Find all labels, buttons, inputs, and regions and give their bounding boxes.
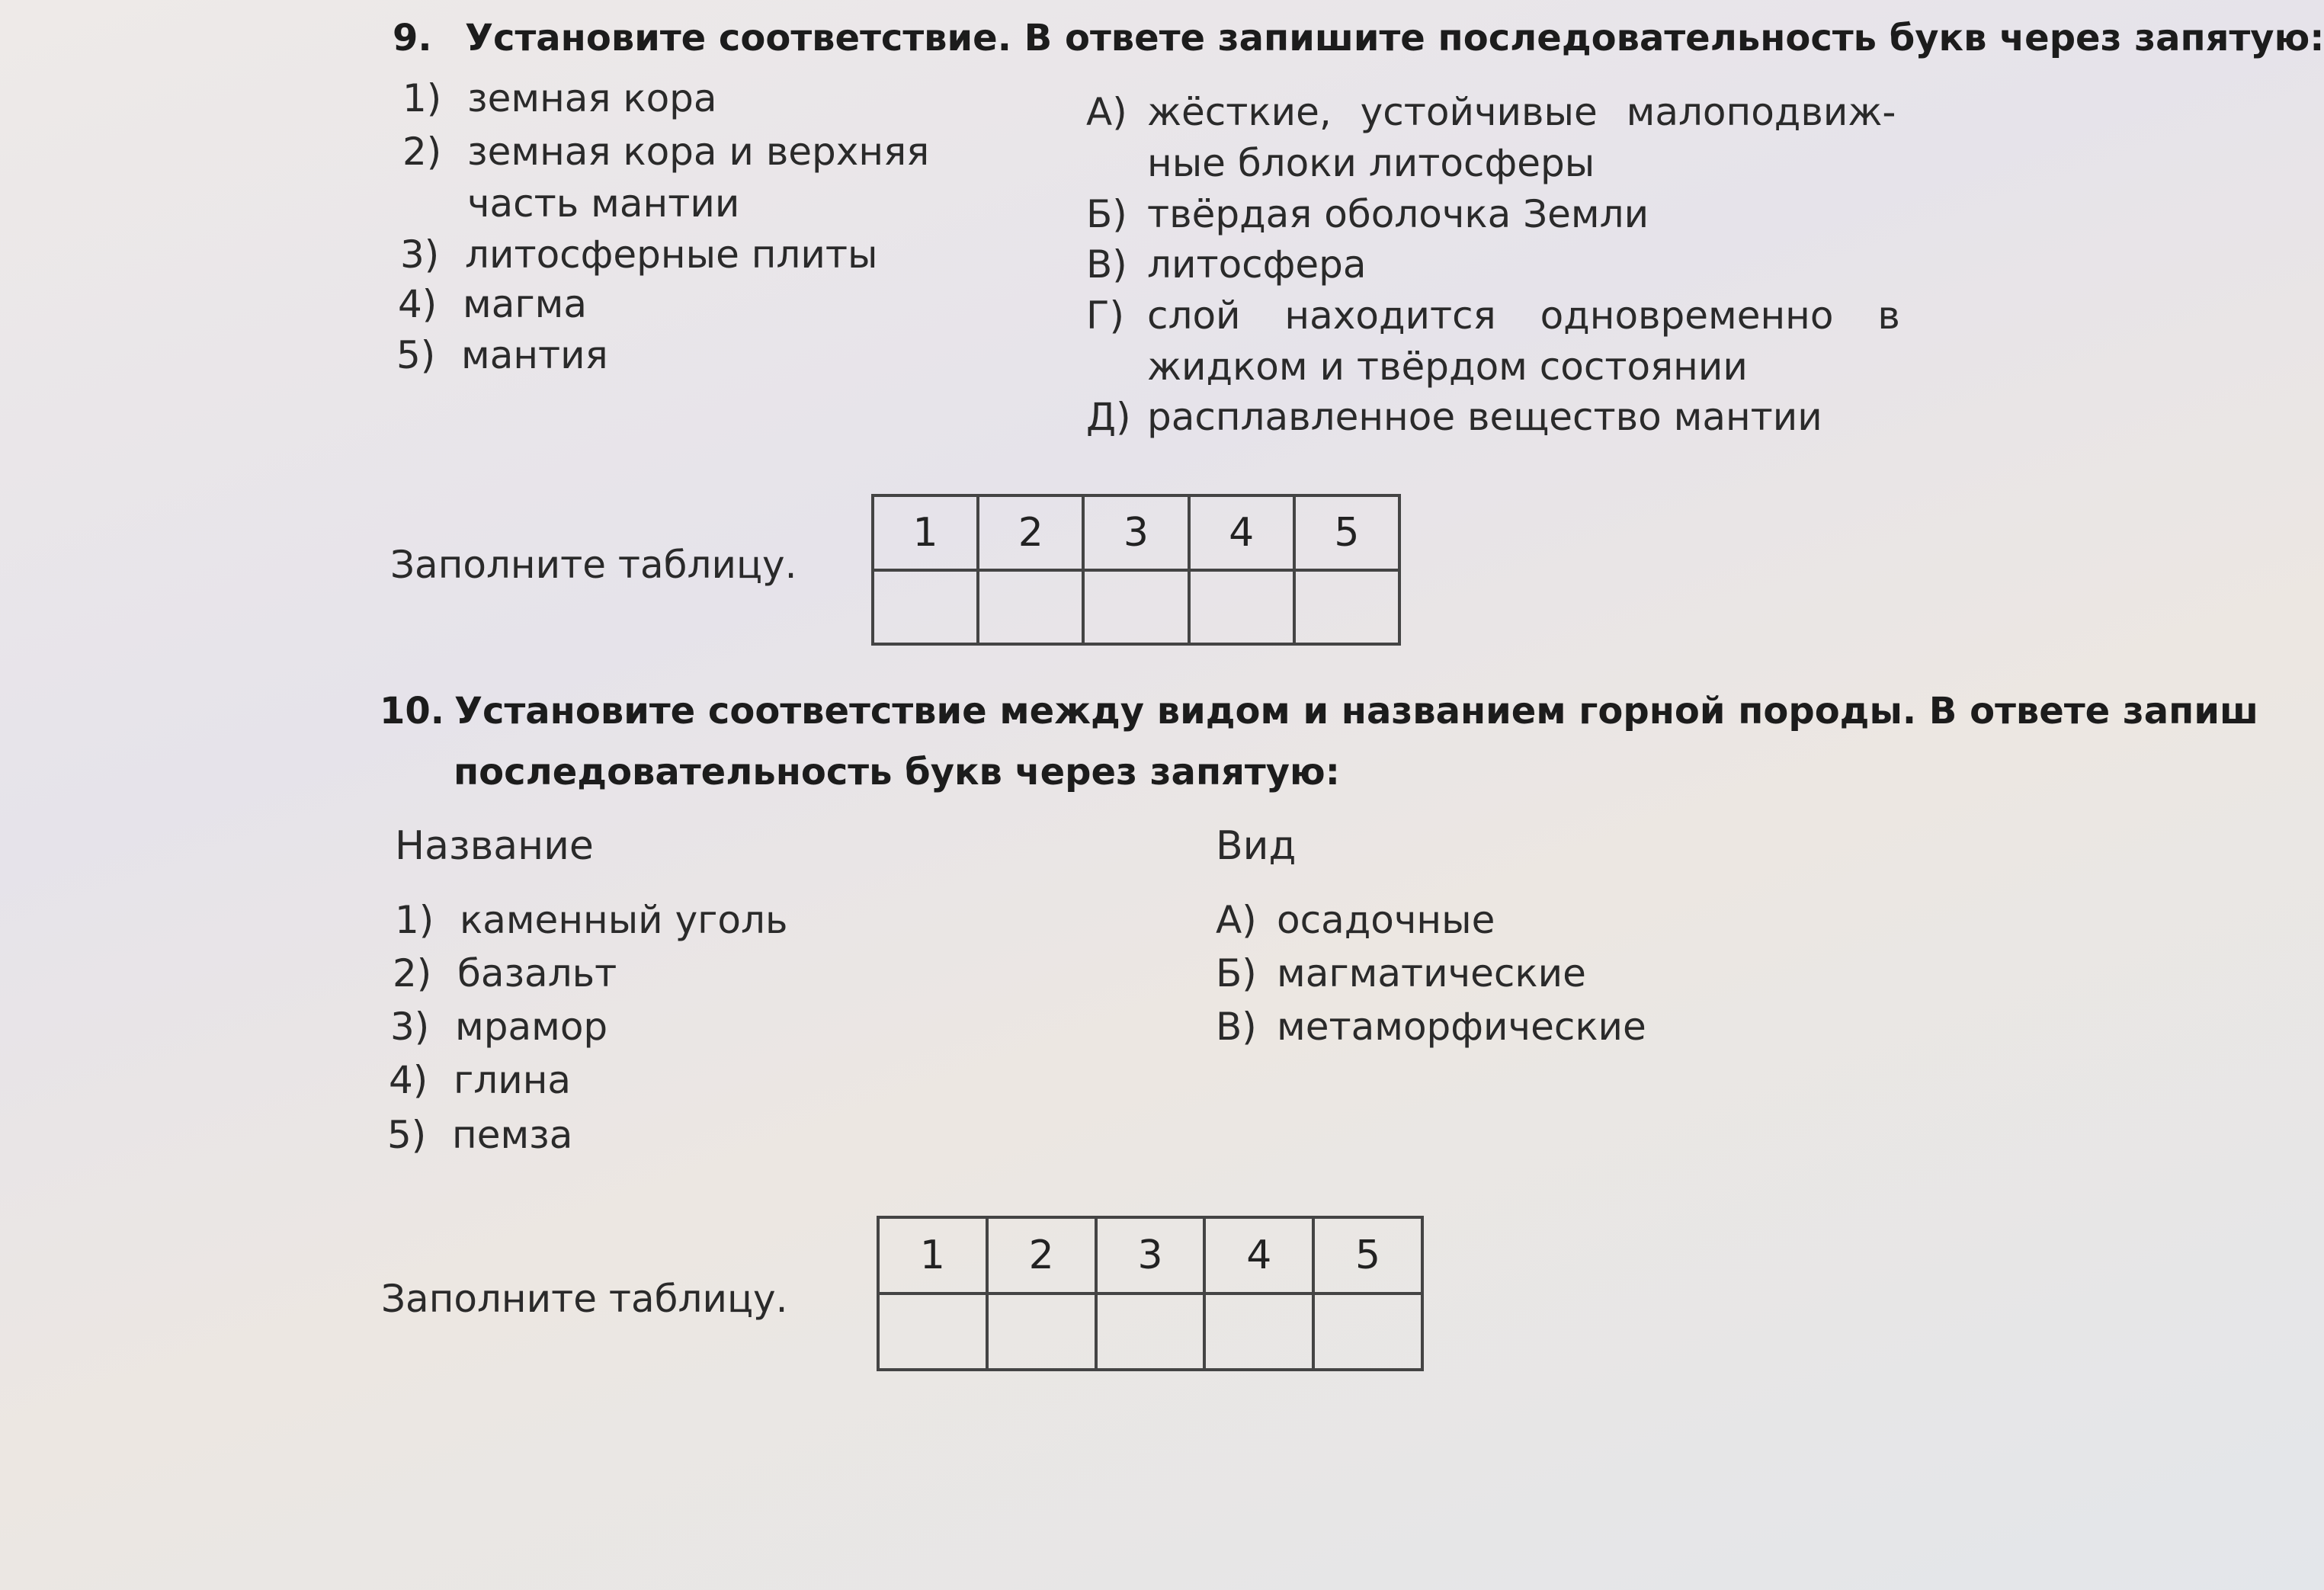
q9-right-item-a: А) жёсткие, устойчивые малоподвиж-	[1086, 90, 1896, 134]
q9-heading	[393, 17, 2324, 59]
q9-right-item-g: Г) слой находится одновременно в	[1086, 293, 1900, 338]
q10-right-item-v: В) метаморфические	[1216, 1005, 1646, 1049]
q10-answer-cell-2[interactable]	[987, 1293, 1096, 1370]
q10-left-item-2: 2) базальт	[393, 951, 617, 995]
q10-answer-cell-5[interactable]	[1313, 1293, 1422, 1370]
q9-right-item-d: Д) расплавленное вещество мантии	[1086, 395, 1822, 439]
q9-right-item-a-cont: ные блоки литосферы	[1147, 141, 1595, 185]
q9-left-item-4: 4) магма	[398, 282, 587, 326]
q10-right-item-b: Б) магматические	[1216, 951, 1586, 995]
q10-table-header-1: 1	[878, 1217, 987, 1293]
q10-left-item-5: 5) пемза	[387, 1113, 573, 1157]
q10-left-item-1: 1) каменный уголь	[395, 898, 788, 942]
q9-table-header-2: 2	[978, 495, 1083, 570]
q10-number: 10.	[380, 690, 445, 732]
q10-answer-cell-3[interactable]	[1096, 1293, 1205, 1370]
q10-left-item-4: 4) глина	[389, 1058, 572, 1102]
q10-left-item-3: 3) мрамор	[390, 1005, 608, 1049]
q10-col-right-header: Вид	[1216, 823, 1297, 869]
q9-fill-label: Заполните таблицу.	[390, 543, 797, 587]
q10-fill-label: Заполните таблицу.	[381, 1277, 788, 1321]
q9-table-header-5: 5	[1294, 495, 1399, 570]
q10-title-line1: Установите соответствие между видом и названием горной породы. В ответе запиш	[454, 690, 2258, 732]
q9-table-header-3: 3	[1083, 495, 1188, 570]
q9-table-header-4: 4	[1189, 495, 1294, 570]
q10-table-header-3: 3	[1096, 1217, 1205, 1293]
q10-table-header-2: 2	[987, 1217, 1096, 1293]
q10-table-header-4: 4	[1204, 1217, 1313, 1293]
q10-right-item-a: А) осадочные	[1216, 898, 1495, 942]
q10-answer-cell-1[interactable]	[878, 1293, 987, 1370]
q9-right-item-b: Б) твёрдая оболочка Земли	[1086, 192, 1649, 236]
q9-table-header-1: 1	[873, 495, 978, 570]
q9-answer-cell-5[interactable]	[1294, 570, 1399, 644]
q9-right-item-v: В) литосфера	[1086, 242, 1367, 287]
q10-title-line2: последовательность букв через запятую:	[454, 751, 1340, 793]
q9-answer-cell-1[interactable]	[873, 570, 978, 644]
q10-answer-cell-4[interactable]	[1204, 1293, 1313, 1370]
q9-left-item-5: 5) мантия	[396, 333, 608, 377]
q10-table-header-5: 5	[1313, 1217, 1422, 1293]
q9-left-item-3: 3) литосферные плиты	[400, 232, 878, 277]
q9-right-item-g-cont: жидком и твёрдом состоянии	[1147, 345, 1748, 389]
q9-answer-cell-2[interactable]	[978, 570, 1083, 644]
q10-heading	[380, 690, 2258, 732]
q9-title: Установите соответствие. В ответе запишите последовательность букв через запятую:	[465, 17, 2324, 59]
q10-answer-table	[877, 1216, 1424, 1371]
q9-left-item-1: 1) земная кора	[402, 76, 717, 120]
q9-answer-cell-4[interactable]	[1189, 570, 1294, 644]
q9-answer-table	[871, 494, 1401, 646]
q9-number: 9.	[393, 17, 432, 59]
q9-left-item-2: 2) земная кора и верхняя	[402, 130, 930, 174]
q9-answer-cell-3[interactable]	[1083, 570, 1188, 644]
q9-left-item-2-cont: часть мантии	[467, 181, 740, 226]
q10-col-left-header: Название	[395, 823, 594, 869]
